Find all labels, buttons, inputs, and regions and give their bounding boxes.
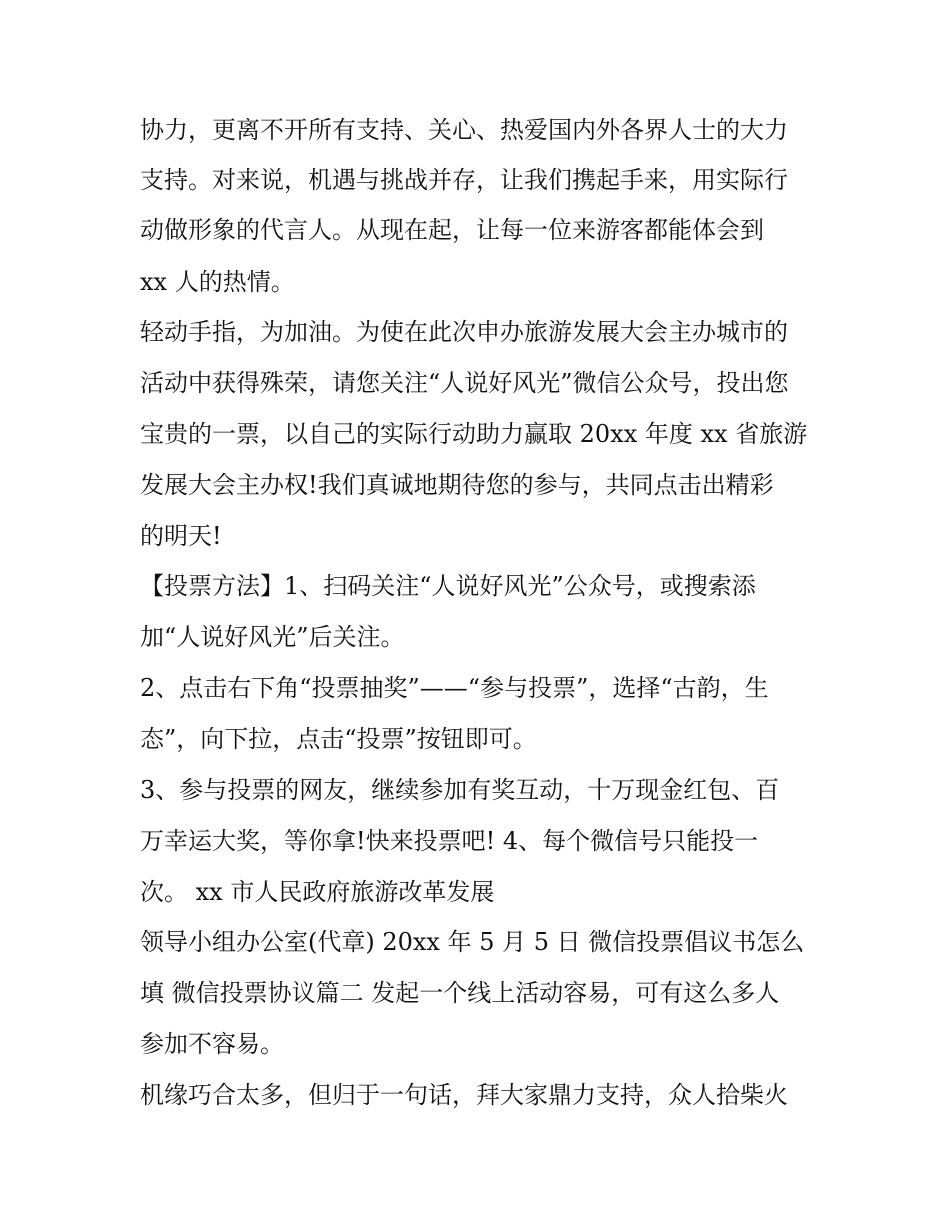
- text-line: xx 人的热情。: [140, 268, 295, 296]
- text-line: 3、参与投票的网友，继续参加有奖互动，十万现金红包、百: [140, 776, 780, 804]
- text-line: 动做形象的代言人。从现在起，让每一位来游客都能体会到: [140, 216, 764, 244]
- text-line: 2、点击右下角“投票抽奖”——“参与投票”，选择“古韵，生: [140, 674, 769, 702]
- text-line: 的明天!: [140, 522, 222, 550]
- text-line: 支持。对来说，机遇与挑战并存，让我们携起手来，用实际行: [140, 166, 788, 194]
- text-line: 【投票方法】1、扫码关注“人说好风光”公众号，或搜索添: [140, 572, 756, 600]
- text-line: 加“人说好风光”后关注。: [140, 623, 405, 651]
- text-line: 填 微信投票协议篇二 发起一个线上活动容易，可有这么多人: [140, 979, 780, 1007]
- text-line: 机缘巧合太多，但归于一句话，拜大家鼎力支持，众人拾柴火: [140, 1081, 788, 1109]
- text-line: 轻动手指，为加油。为使在此次申办旅游发展大会主办城市的: [140, 318, 788, 346]
- text-line: 发展大会主办权!我们真诚地期待您的参与，共同点击出精彩: [140, 471, 774, 499]
- text-line: 参加不容易。: [140, 1030, 284, 1058]
- text-line: 领导小组办公室(代章) 20xx 年 5 月 5 日 微信投票倡议书怎么: [140, 928, 805, 956]
- text-line: 万幸运大奖，等你拿!快来投票吧! 4、每个微信号只能投一: [140, 827, 759, 855]
- text-line: 活动中获得殊荣，请您关注“人说好风光”微信公众号，投出您: [140, 369, 789, 397]
- text-line: 宝贵的一票，以自己的实际行动助力赢取 20xx 年度 xx 省旅游: [140, 420, 808, 448]
- text-line: 次。 xx 市人民政府旅游改革发展: [140, 878, 495, 906]
- text-line: 协力，更离不开所有支持、关心、热爱国内外各界人士的大力: [140, 116, 788, 144]
- text-line: 态”，向下拉，点击“投票”按钮即可。: [140, 725, 537, 753]
